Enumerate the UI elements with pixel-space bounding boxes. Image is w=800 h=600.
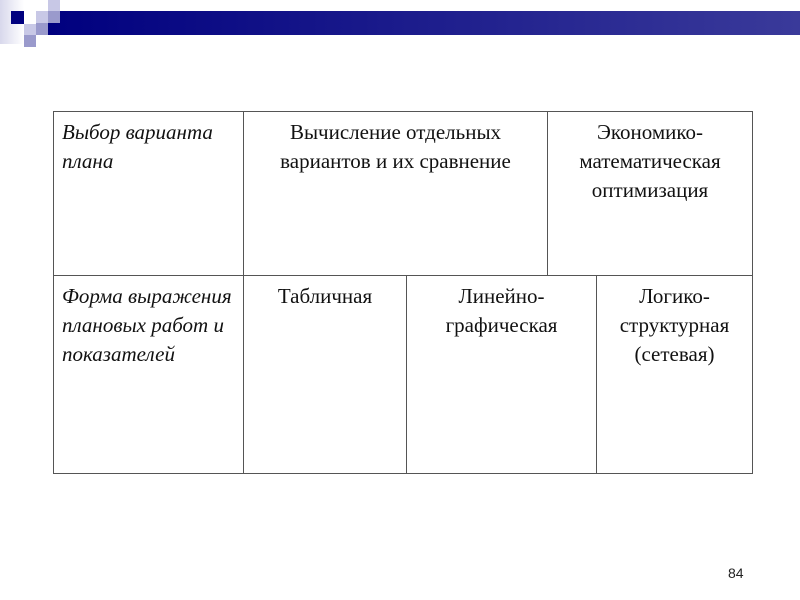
decor-square (48, 11, 60, 23)
decor-square (36, 11, 48, 23)
header-bar (48, 11, 800, 35)
decor-square (36, 23, 48, 35)
row1-label: Выбор варианта плана (53, 111, 244, 276)
page-number: 84 (728, 565, 744, 581)
row2-cell-2: Линейно-графическая (406, 275, 597, 474)
row2-cell-1: Табличная (243, 275, 407, 474)
row1-cell-1: Вычисление отдельных вариантов и их сравнение (243, 111, 548, 276)
decor-square (24, 35, 36, 47)
decor-square (11, 11, 24, 24)
decor-square (24, 24, 36, 35)
row1-cell-2: Экономико-математическая оптимизация (547, 111, 753, 276)
row2-label: Форма выражения плановых работ и показателей (53, 275, 244, 474)
row2-cell-3: Логико-структурная (сетевая) (596, 275, 753, 474)
